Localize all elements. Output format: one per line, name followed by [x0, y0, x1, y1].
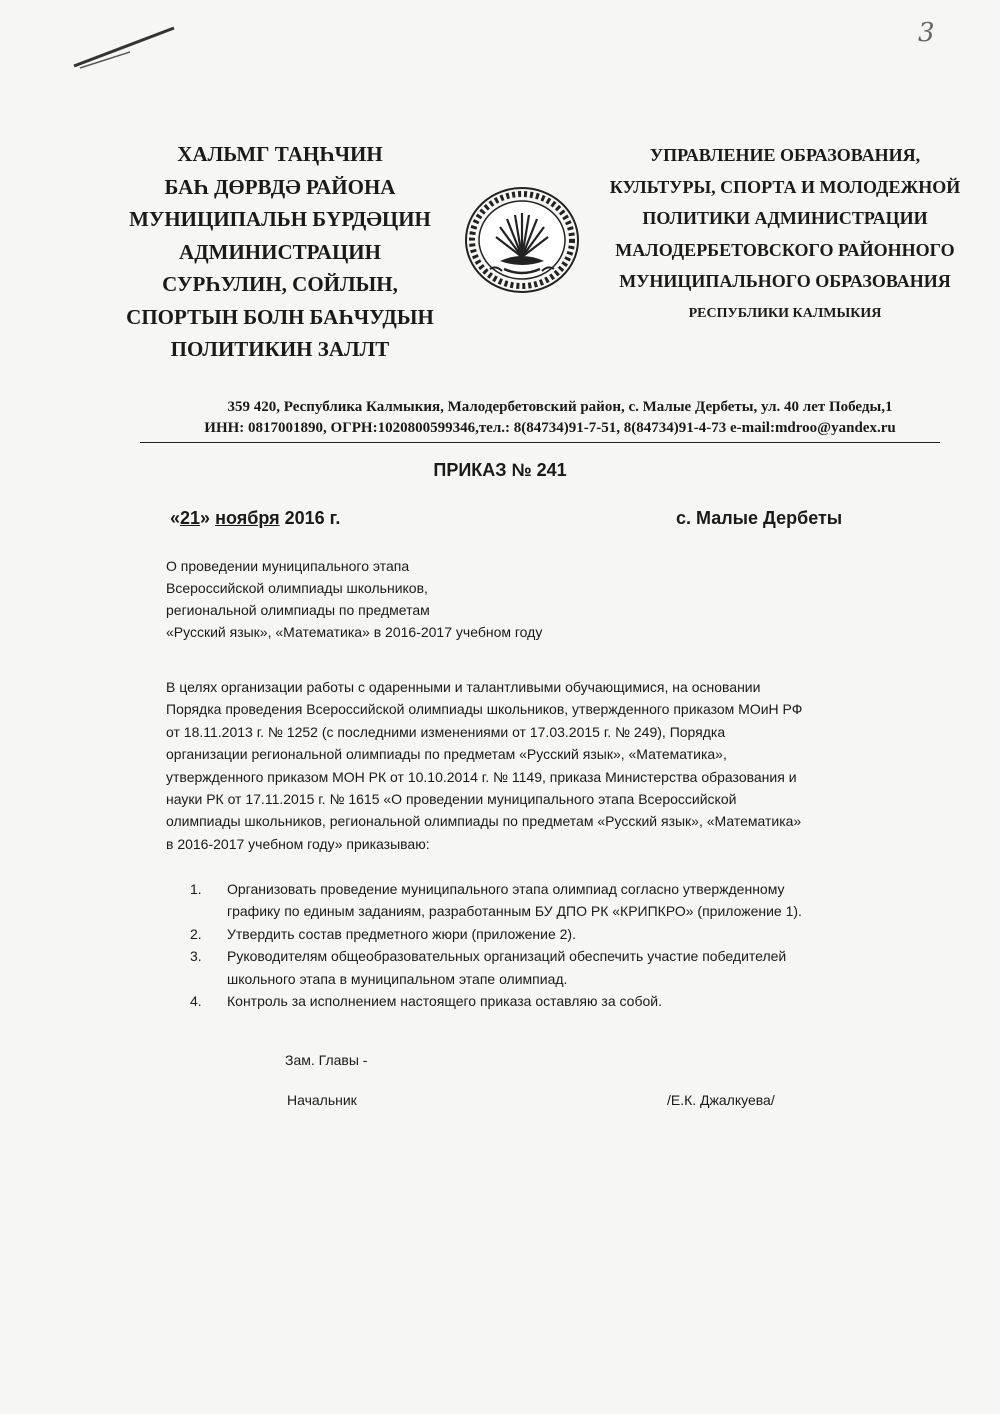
- coat-of-arms-emblem: [462, 185, 582, 295]
- header-russian-line: КУЛЬТУРЫ, СПОРТА И МОЛОДЕЖНОЙ: [609, 176, 961, 197]
- item-number: 2.: [190, 925, 202, 942]
- signatory-name: /Е.К. Джалкуева/: [667, 1092, 775, 1108]
- preamble-line: олимпиады школьников, региональной олимпиады по предметам «Русский язык», «Математика»: [166, 813, 802, 830]
- order-title: ПРИКАЗ № 241: [433, 460, 567, 480]
- item-text: школьного этапа в муниципальном этапе олимпиад.: [227, 970, 568, 987]
- header-russian-line: УПРАВЛЕНИЕ ОБРАЗОВАНИЯ,: [649, 145, 921, 165]
- address-block: [130, 397, 970, 439]
- subject-line: «Русский язык», «Математика» в 2016-2017 учебном году: [166, 624, 543, 640]
- order-item: [190, 990, 802, 1012]
- date-month: ноября: [215, 508, 280, 528]
- date-year: 2016 г.: [284, 508, 341, 528]
- order-preamble: [166, 676, 926, 855]
- header-russian: [590, 140, 980, 329]
- header-kalmyk: [100, 138, 460, 366]
- header-russian-line: ПОЛИТИКИ АДМИНИСТРАЦИИ: [642, 208, 928, 228]
- header-kalmyk-line: СУРҺУЛИН, СОЙЛЫН,: [162, 272, 398, 296]
- header-kalmyk-line: ПОЛИТИКИН ЗАЛЛТ: [170, 337, 390, 361]
- subject-line: Всероссийской олимпиады школьников,: [166, 580, 428, 596]
- header-kalmyk-line: СПОРТЫН БОЛН БАҺЧУДЫН: [126, 304, 434, 329]
- header-russian-line: МАЛОДЕРБЕТОВСКОГО РАЙОННОГО: [615, 239, 955, 260]
- order-item: [190, 945, 802, 990]
- subject-line: региональной олимпиады по предметам: [166, 602, 430, 618]
- date-quote-close: »: [200, 508, 211, 528]
- item-number: 1.: [190, 881, 202, 897]
- item-number: 4.: [190, 993, 202, 1010]
- item-text: графику по единым заданиям, разработанным БУ ДПО РК «КРИПКРО» (приложение 1).: [227, 903, 802, 920]
- item-text: Утвердить состав предметного жюри (приложение 2).: [227, 925, 576, 942]
- header-region: РЕСПУБЛИКИ КАЛМЫКИЯ: [688, 305, 882, 321]
- item-text: Контроль за исполнением настоящего приказа оставляю за собой.: [227, 993, 662, 1010]
- date-quote-open: «: [170, 508, 181, 528]
- preamble-line: науки РК от 17.11.2015 г. № 1615 «О проведении муниципального этапа Всероссийской: [166, 791, 737, 808]
- handwritten-page-number: 3: [918, 18, 935, 48]
- item-number: 3.: [190, 948, 202, 965]
- signatory-role: Начальник: [287, 1092, 357, 1108]
- order-item: [190, 878, 802, 923]
- preamble-line: Порядка проведения Всероссийской олимпиады школьников, утвержденного приказом МОиН РФ: [166, 701, 803, 718]
- preamble-line: утвержденного приказом МОН РК от 10.10.2014 г. № 1149, приказа Министерства образования и: [166, 768, 797, 785]
- header-kalmyk-line: БАҺ ДӨРВДӘ РАЙОНА: [164, 174, 396, 199]
- order-items-list: [190, 878, 802, 1012]
- preamble-line: от 18.11.2013 г. № 1252 (с последними изменениями от 17.03.2015 г. № 249), Порядка: [166, 723, 726, 740]
- pen-stroke-mark: [70, 22, 180, 72]
- order-date: [170, 508, 340, 529]
- header-kalmyk-line: АДМИНИСТРАЦИН: [179, 239, 381, 264]
- order-subject: [166, 555, 542, 643]
- header-russian-line: МУНИЦИПАЛЬНОГО ОБРАЗОВАНИЯ: [619, 271, 951, 291]
- header-divider: [140, 442, 940, 443]
- header-kalmyk-line: ХАЛЬМГ ТАҢҺЧИН: [177, 142, 383, 166]
- item-text: Руководителям общеобразовательных организаций обеспечить участие победителей: [227, 948, 787, 965]
- header-kalmyk-line: МУНИЦИПАЛЬН БҮРДӘЦИН: [129, 207, 431, 231]
- address-line: 359 420, Республика Калмыкия, Малодербетовский район, с. Малые Дербеты, ул. 40 лет Победы,1: [227, 399, 893, 415]
- item-text: Организовать проведение муниципального этапа олимпиад согласно утвержденному: [227, 881, 785, 897]
- preamble-line: В целях организации работы с одаренными и талантливыми обучающимися, на основании: [166, 679, 761, 695]
- order-place: с. Малые Дербеты: [676, 508, 843, 528]
- preamble-line: организации региональной олимпиады по предметам «Русский язык», «Математика»,: [166, 746, 727, 763]
- preamble-line: в 2016-2017 учебном году» приказываю:: [166, 835, 430, 852]
- subject-line: О проведении муниципального этапа: [166, 558, 410, 574]
- order-item: [190, 923, 802, 945]
- signatory-title: Зам. Главы -: [285, 1052, 368, 1068]
- date-day: 21: [180, 508, 201, 528]
- requisites-line: ИНН: 0817001890, ОГРН:1020800599346,тел.: 8(84734)91-7-51, 8(84734)91-4-73 e-mail:mdroo@yandex.ru: [204, 420, 896, 436]
